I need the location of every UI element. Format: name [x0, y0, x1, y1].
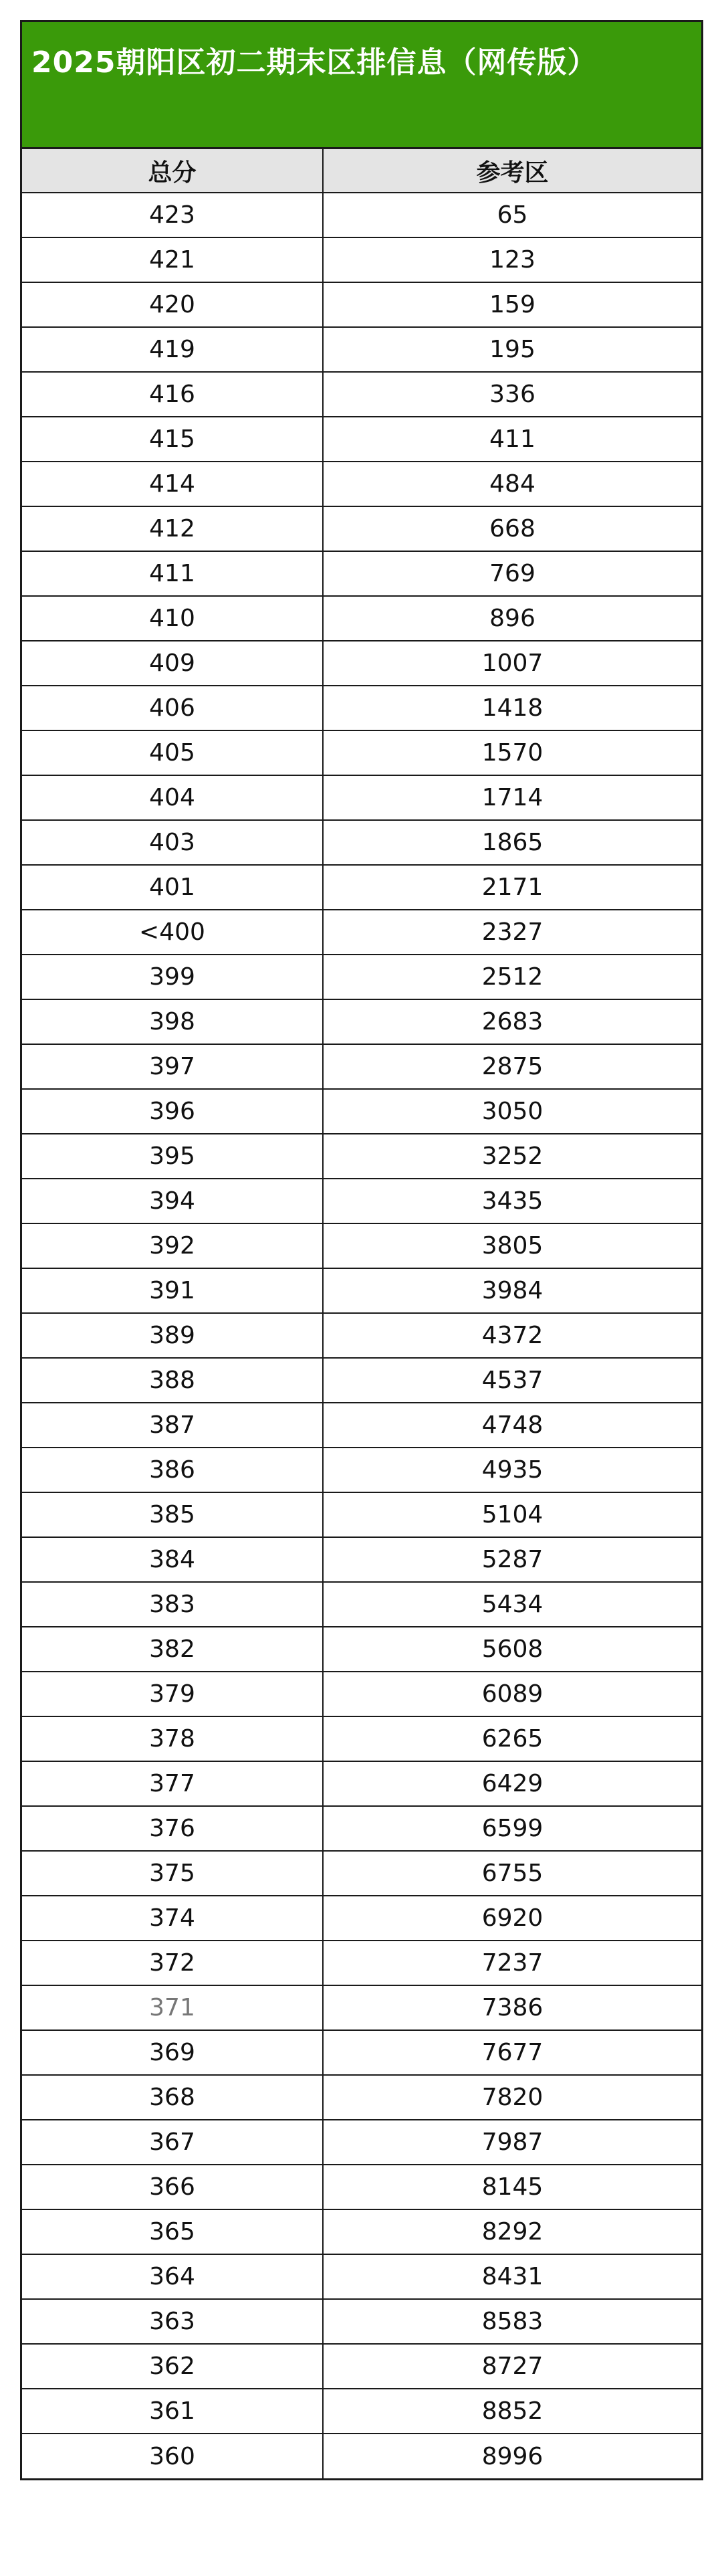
score-cell: 395	[22, 1134, 323, 1179]
rank-cell: 3984	[323, 1268, 701, 1313]
table-row	[22, 1806, 701, 1851]
score-cell: 369	[22, 2030, 323, 2075]
table-row	[22, 1851, 701, 1896]
score-cell: <400	[22, 910, 323, 955]
table-row	[22, 2389, 701, 2434]
rank-cell: 2683	[323, 999, 701, 1044]
score-cell: 414	[22, 462, 323, 506]
rank-cell: 668	[323, 506, 701, 551]
rank-cell: 7677	[323, 2030, 701, 2075]
rank-cell: 6089	[323, 1672, 701, 1716]
table-row	[22, 686, 701, 730]
score-cell: 360	[22, 2434, 323, 2478]
table-header-row	[22, 149, 701, 193]
rank-cell: 7820	[323, 2075, 701, 2120]
table-row	[22, 372, 701, 417]
table-row	[22, 1268, 701, 1313]
rank-cell: 1570	[323, 730, 701, 775]
score-cell: 368	[22, 2075, 323, 2120]
rank-cell: 7386	[323, 1985, 701, 2030]
table-row	[22, 2299, 701, 2344]
table-row	[22, 2434, 701, 2478]
table-body	[22, 193, 701, 2478]
table-row	[22, 820, 701, 865]
table-row	[22, 2209, 701, 2254]
score-cell: 409	[22, 641, 323, 686]
rank-cell: 195	[323, 327, 701, 372]
rank-cell: 6429	[323, 1761, 701, 1806]
rank-cell: 336	[323, 372, 701, 417]
score-cell: 363	[22, 2299, 323, 2344]
rank-cell: 2327	[323, 910, 701, 955]
score-cell: 398	[22, 999, 323, 1044]
rank-cell: 2512	[323, 955, 701, 999]
score-cell: 366	[22, 2165, 323, 2209]
rank-cell: 5434	[323, 1582, 701, 1627]
rank-cell: 3050	[323, 1089, 701, 1134]
score-cell: 371	[22, 1985, 323, 2030]
rank-cell: 896	[323, 596, 701, 641]
table-row	[22, 1582, 701, 1627]
rank-cell: 8583	[323, 2299, 701, 2344]
rank-cell: 5287	[323, 1537, 701, 1582]
rank-cell: 4372	[323, 1313, 701, 1358]
score-rank-table	[22, 149, 701, 2478]
table-row	[22, 1403, 701, 1448]
table-row	[22, 1223, 701, 1268]
score-cell: 382	[22, 1627, 323, 1672]
sheet-title: 2025朝阳区初二期末区排信息（网传版）	[22, 22, 701, 149]
rank-cell: 3435	[323, 1179, 701, 1223]
table-row	[22, 1761, 701, 1806]
table-row	[22, 1896, 701, 1941]
score-cell: 391	[22, 1268, 323, 1313]
score-cell: 405	[22, 730, 323, 775]
rank-cell: 8996	[323, 2434, 701, 2478]
score-cell: 416	[22, 372, 323, 417]
score-cell: 364	[22, 2254, 323, 2299]
score-cell: 365	[22, 2209, 323, 2254]
score-cell: 410	[22, 596, 323, 641]
score-cell: 421	[22, 237, 323, 282]
score-cell: 394	[22, 1179, 323, 1223]
table-row	[22, 1134, 701, 1179]
column-header-district-rank: 参考区	[323, 149, 701, 193]
table-row	[22, 506, 701, 551]
rank-cell: 123	[323, 237, 701, 282]
table-row	[22, 1044, 701, 1089]
score-cell: 361	[22, 2389, 323, 2434]
rank-cell: 1418	[323, 686, 701, 730]
rank-cell: 159	[323, 282, 701, 327]
table-row	[22, 910, 701, 955]
rank-cell: 8431	[323, 2254, 701, 2299]
table-row	[22, 1941, 701, 1985]
score-cell: 377	[22, 1761, 323, 1806]
rank-cell: 2875	[323, 1044, 701, 1089]
score-cell: 372	[22, 1941, 323, 1985]
table-row	[22, 730, 701, 775]
table-row	[22, 865, 701, 910]
table-row	[22, 1179, 701, 1223]
rank-cell: 8727	[323, 2344, 701, 2389]
table-row	[22, 2120, 701, 2165]
rank-cell: 8852	[323, 2389, 701, 2434]
score-cell: 412	[22, 506, 323, 551]
score-cell: 387	[22, 1403, 323, 1448]
score-cell: 383	[22, 1582, 323, 1627]
table-row	[22, 1716, 701, 1761]
table-row	[22, 237, 701, 282]
score-cell: 406	[22, 686, 323, 730]
table-row	[22, 596, 701, 641]
table-row	[22, 2165, 701, 2209]
rank-cell: 4935	[323, 1448, 701, 1492]
score-cell: 385	[22, 1492, 323, 1537]
rank-cell: 8292	[323, 2209, 701, 2254]
score-cell: 404	[22, 775, 323, 820]
table-row	[22, 1985, 701, 2030]
rank-cell: 1007	[323, 641, 701, 686]
rank-cell: 6755	[323, 1851, 701, 1896]
score-cell: 374	[22, 1896, 323, 1941]
table-row	[22, 462, 701, 506]
rank-cell: 5104	[323, 1492, 701, 1537]
table-row	[22, 1358, 701, 1403]
rank-cell: 7987	[323, 2120, 701, 2165]
rank-cell: 6599	[323, 1806, 701, 1851]
column-header-total-score: 总分	[22, 149, 323, 193]
rank-cell: 6920	[323, 1896, 701, 1941]
rank-cell: 5608	[323, 1627, 701, 1672]
rank-cell: 1714	[323, 775, 701, 820]
table-row	[22, 775, 701, 820]
rank-cell: 1865	[323, 820, 701, 865]
table-row	[22, 641, 701, 686]
score-cell: 397	[22, 1044, 323, 1089]
table-row	[22, 1627, 701, 1672]
table-row	[22, 282, 701, 327]
score-cell: 389	[22, 1313, 323, 1358]
score-cell: 386	[22, 1448, 323, 1492]
table-row	[22, 2254, 701, 2299]
table-row	[22, 1089, 701, 1134]
score-cell: 403	[22, 820, 323, 865]
score-cell: 362	[22, 2344, 323, 2389]
table-row	[22, 551, 701, 596]
score-cell: 378	[22, 1716, 323, 1761]
table-row	[22, 1448, 701, 1492]
rank-cell: 3805	[323, 1223, 701, 1268]
score-cell: 415	[22, 417, 323, 462]
rank-cell: 411	[323, 417, 701, 462]
rank-sheet	[20, 20, 703, 2480]
score-cell: 401	[22, 865, 323, 910]
score-cell: 379	[22, 1672, 323, 1716]
score-cell: 375	[22, 1851, 323, 1896]
score-cell: 399	[22, 955, 323, 999]
table-row	[22, 327, 701, 372]
table-row	[22, 955, 701, 999]
table-row	[22, 417, 701, 462]
table-row	[22, 1672, 701, 1716]
table-row	[22, 1537, 701, 1582]
score-cell: 388	[22, 1358, 323, 1403]
table-row	[22, 2075, 701, 2120]
score-cell: 419	[22, 327, 323, 372]
table-row	[22, 1492, 701, 1537]
score-cell: 411	[22, 551, 323, 596]
rank-cell: 4537	[323, 1358, 701, 1403]
rank-cell: 65	[323, 193, 701, 237]
rank-cell: 4748	[323, 1403, 701, 1448]
score-cell: 384	[22, 1537, 323, 1582]
table-row	[22, 2344, 701, 2389]
rank-cell: 769	[323, 551, 701, 596]
score-cell: 392	[22, 1223, 323, 1268]
rank-cell: 3252	[323, 1134, 701, 1179]
rank-cell: 6265	[323, 1716, 701, 1761]
table-row	[22, 1313, 701, 1358]
rank-cell: 8145	[323, 2165, 701, 2209]
table-row	[22, 999, 701, 1044]
score-cell: 367	[22, 2120, 323, 2165]
rank-cell: 2171	[323, 865, 701, 910]
score-cell: 396	[22, 1089, 323, 1134]
table-row	[22, 193, 701, 237]
score-cell: 423	[22, 193, 323, 237]
rank-cell: 484	[323, 462, 701, 506]
rank-cell: 7237	[323, 1941, 701, 1985]
score-cell: 420	[22, 282, 323, 327]
score-cell: 376	[22, 1806, 323, 1851]
table-row	[22, 2030, 701, 2075]
